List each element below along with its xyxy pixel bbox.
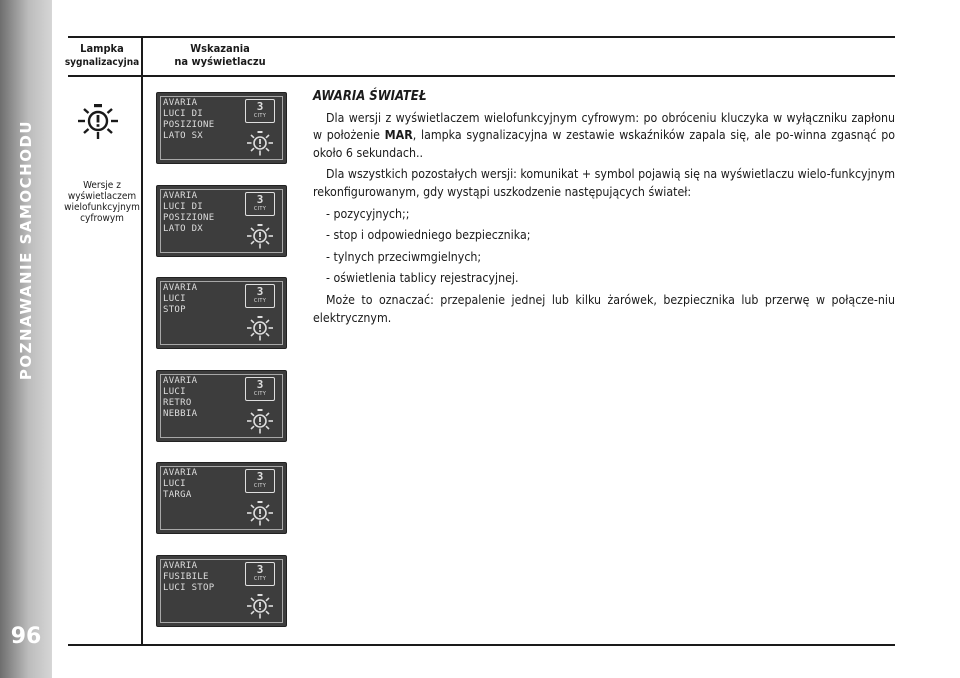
column-header-lamp: Lampka sygnalizacyjna xyxy=(64,42,140,68)
drive-mode-indicator: 3 CITY xyxy=(245,377,275,401)
table-header-rule xyxy=(68,75,895,77)
list-item: - oświetlenia tablicy rejestracyjnej. xyxy=(326,271,519,286)
key-position-mar: MAR xyxy=(384,128,413,143)
versions-note: Wersje z wyświetlaczem wielofunkcyjnym cyfrowym xyxy=(64,180,140,224)
display-panel xyxy=(156,370,287,442)
drive-mode-indicator: 3 CITY xyxy=(245,284,275,308)
light-failure-warning-icon xyxy=(76,102,120,142)
display-message: AVARIA FUSIBILE LUCI STOP xyxy=(163,561,215,593)
light-failure-warning-icon xyxy=(246,223,274,250)
column-divider xyxy=(141,37,143,645)
light-failure-warning-icon xyxy=(246,408,274,435)
drive-mode-indicator: 3 CITY xyxy=(245,99,275,123)
display-message: AVARIA LUCI STOP xyxy=(163,283,198,315)
table-bottom-rule xyxy=(68,644,895,646)
display-panel xyxy=(156,462,287,534)
paragraph-2: Dla wszystkich pozostałych wersji: komunikat + symbol pojawią się na wyświetlaczu wielo-funkcyjnym rekonfigurowanym, gdy wystąpi uszkodzenie następujących świateł: xyxy=(313,167,895,199)
display-message: AVARIA LUCI TARGA xyxy=(163,468,198,500)
display-message: AVARIA LUCI RETRO NEBBIA xyxy=(163,376,198,419)
display-panel xyxy=(156,185,287,257)
drive-mode-indicator: 3 CITY xyxy=(245,192,275,216)
light-failure-warning-icon xyxy=(246,315,274,342)
list-item: - tylnych przeciwmgielnych; xyxy=(326,249,482,264)
section-title: POZNAWANIE SAMOCHODU xyxy=(17,119,35,381)
list-item: - stop i odpowiedniego bezpiecznika; xyxy=(326,228,531,243)
content-text xyxy=(313,88,895,331)
drive-mode-indicator: 3 CITY xyxy=(245,469,275,493)
table-top-rule xyxy=(68,36,895,38)
section-sidebar xyxy=(0,0,52,678)
column-header-display: Wskazania na wyświetlaczu xyxy=(174,42,266,68)
light-failure-warning-icon xyxy=(246,593,274,620)
page-number: 96 xyxy=(10,624,42,649)
light-failure-warning-icon xyxy=(246,500,274,527)
light-failure-warning-icon xyxy=(246,130,274,157)
drive-mode-indicator: 3 CITY xyxy=(245,562,275,586)
display-panel xyxy=(156,277,287,349)
paragraph-1: Dla wersji z wyświetlaczem wielofunkcyjnym cyfrowym: po obróceniu kluczyka w wyłączniku zapłonu w położenie MAR, lampka sygnalizacyjna w zestawie wskaźników zapala się, ale po-winna zgasnąć po około 6 sekundach.. xyxy=(313,110,895,160)
list-item: - pozycyjnych;; xyxy=(326,206,410,221)
display-message: AVARIA LUCI DI POSIZIONE LATO DX xyxy=(163,191,215,234)
display-panel xyxy=(156,555,287,627)
paragraph-3: Może to oznaczać: przepalenie jednej lub kilku żarówek, bezpiecznika lub przerwę w połącze-niu elektrycznym. xyxy=(313,292,895,325)
display-panel xyxy=(156,92,287,164)
display-message: AVARIA LUCI DI POSIZIONE LATO SX xyxy=(163,98,215,141)
section-heading: AWARIA ŚWIATEŁ xyxy=(313,89,427,104)
